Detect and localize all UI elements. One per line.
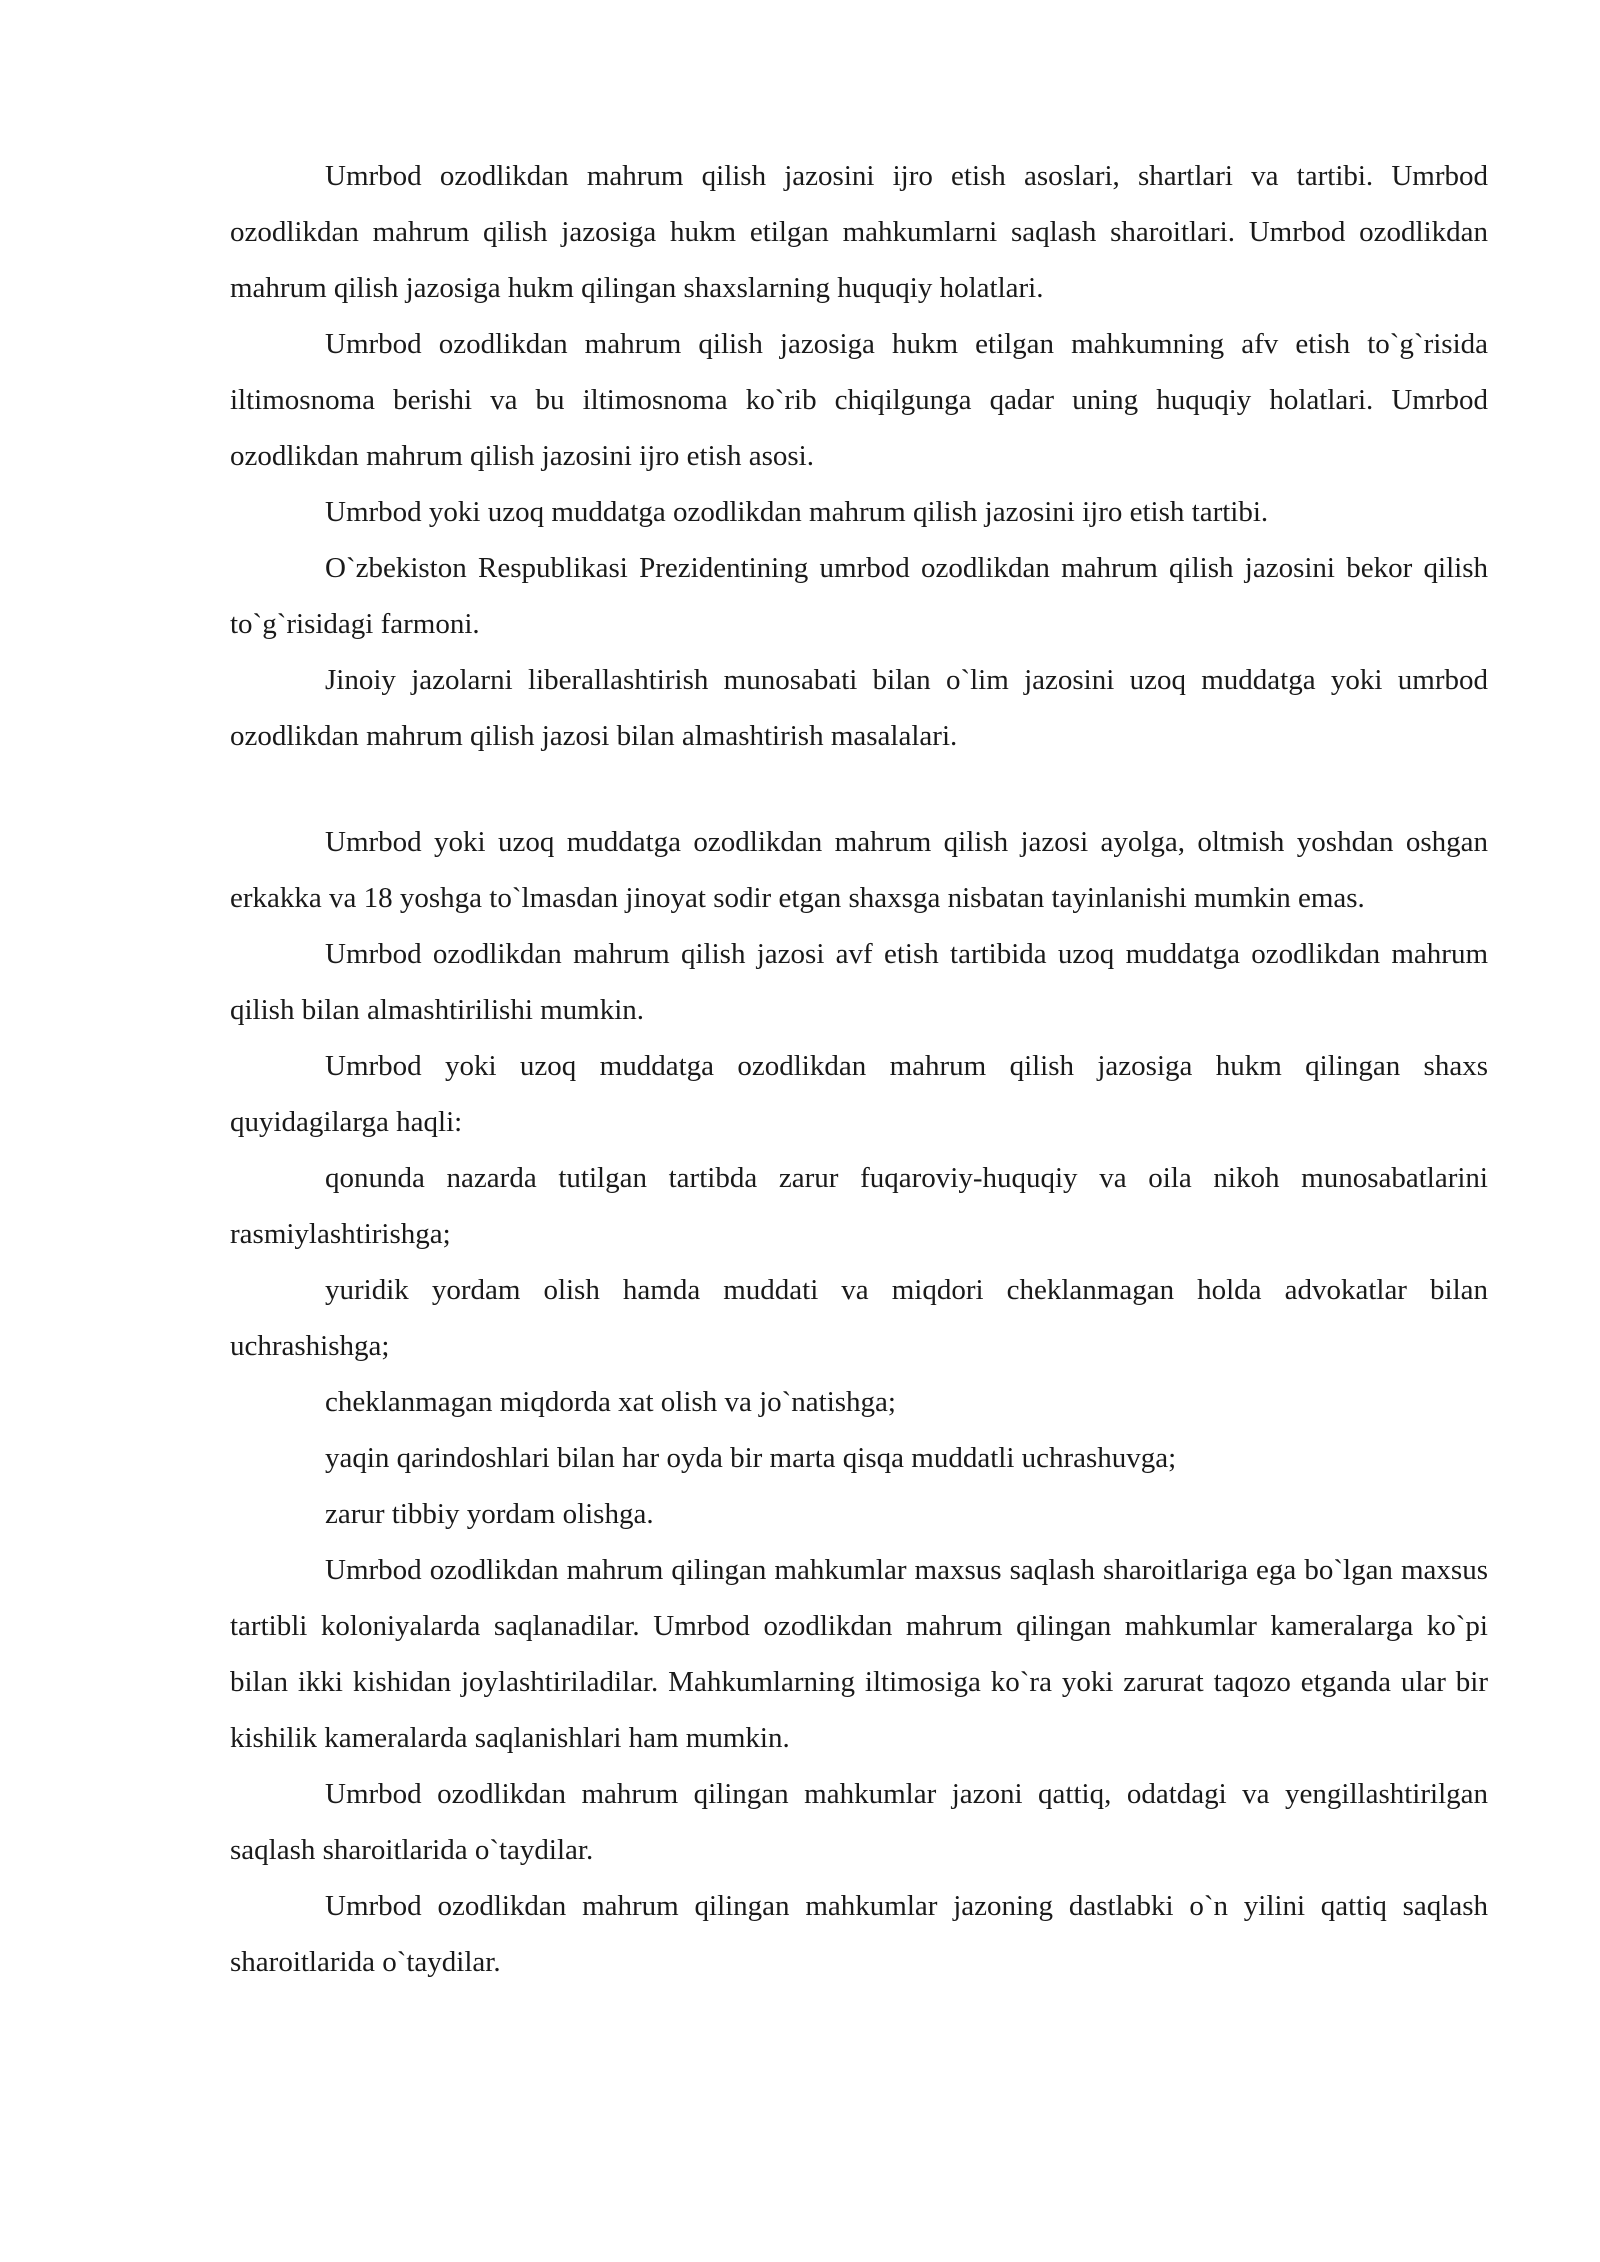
list-item-paragraph: zarur tibbiy yordam olishga.: [325, 1498, 654, 1530]
document-body: [230, 148, 1488, 1990]
paragraph: Umrbod ozodlikdan mahrum qilish jazosi avf etish tartibida uzoq muddatga ozodlikdan mahrum qilish bilan almashtirilishi mumkin.: [230, 938, 1488, 1026]
paragraph: O`zbekiston Respublikasi Prezidentining umrbod ozodlikdan mahrum qilish jazosini bekor qilish to`g`risidagi farmoni.: [230, 552, 1488, 640]
paragraph: Umrbod ozodlikdan mahrum qilish jazosiga hukm etilgan mahkumning afv etish to`g`risida iltimosnoma berishi va bu iltimosnoma ko`rib chiqilgunga qadar uning huquqiy holatlari. Umrbod ozodlikdan mahrum qilish jazosini ijro etish asosi.: [230, 328, 1488, 472]
list-item-paragraph: yuridik yordam olish hamda muddati va miqdori cheklanmagan holda advokatlar bilan uchrashishga;: [230, 1274, 1488, 1362]
list-item-paragraph: yaqin qarindoshlari bilan har oyda bir marta qisqa muddatli uchrashuvga;: [325, 1442, 1177, 1474]
paragraph: Umrbod yoki uzoq muddatga ozodlikdan mahrum qilish jazosi ayolga, oltmish yoshdan oshgan erkakka va 18 yoshga to`lmasdan jinoyat sodir etgan shaxsga nisbatan tayinlanishi mumkin emas.: [230, 826, 1488, 914]
paragraph: Umrbod ozodlikdan mahrum qilingan mahkumlar maxsus saqlash sharoitlariga ega bo`lgan maxsus tartibli koloniyalarda saqlanadilar. Umrbod ozodlikdan mahrum qilingan mahkumlar kameralarga ko`pi bilan ikki kishidan joylashtiriladilar. Mahkumlarning iltimosiga ko`ra yoki zarurat taqozo etganda ular bir kishilik kameralarda saqlanishlari ham mumkin.: [230, 1554, 1488, 1754]
paragraph: Umrbod yoki uzoq muddatga ozodlikdan mahrum qilish jazosini ijro etish tartibi.: [325, 496, 1269, 528]
paragraph: Jinoiy jazolarni liberallashtirish munosabati bilan o`lim jazosini uzoq muddatga yoki umrbod ozodlikdan mahrum qilish jazosi bilan almashtirish masalalari.: [230, 664, 1488, 752]
paragraph: Umrbod ozodlikdan mahrum qilingan mahkumlar jazoni qattiq, odatdagi va yengillashtirilgan saqlash sharoitlarida o`taydilar.: [230, 1778, 1488, 1866]
paragraph: Umrbod yoki uzoq muddatga ozodlikdan mahrum qilish jazosiga hukm qilingan shaxs quyidagilarga haqli:: [230, 1050, 1488, 1138]
paragraph: Umrbod ozodlikdan mahrum qilish jazosini ijro etish asoslari, shartlari va tartibi. Umrbod ozodlikdan mahrum qilish jazosiga hukm etilgan mahkumlarni saqlash sharoitlari. Umrbod ozodlikdan mahrum qilish jazosiga hukm qilingan shaxslarning huquqiy holatlari.: [230, 160, 1488, 304]
paragraph: Umrbod ozodlikdan mahrum qilingan mahkumlar jazoning dastlabki o`n yilini qattiq saqlash sharoitlarida o`taydilar.: [230, 1890, 1488, 1978]
list-item-paragraph: cheklanmagan miqdorda xat olish va jo`natishga;: [325, 1386, 896, 1418]
section-spacer: [230, 764, 1488, 814]
list-item-paragraph: qonunda nazarda tutilgan tartibda zarur fuqaroviy-huquqiy va oila nikoh munosabatlarini rasmiylashtirishga;: [230, 1162, 1488, 1250]
